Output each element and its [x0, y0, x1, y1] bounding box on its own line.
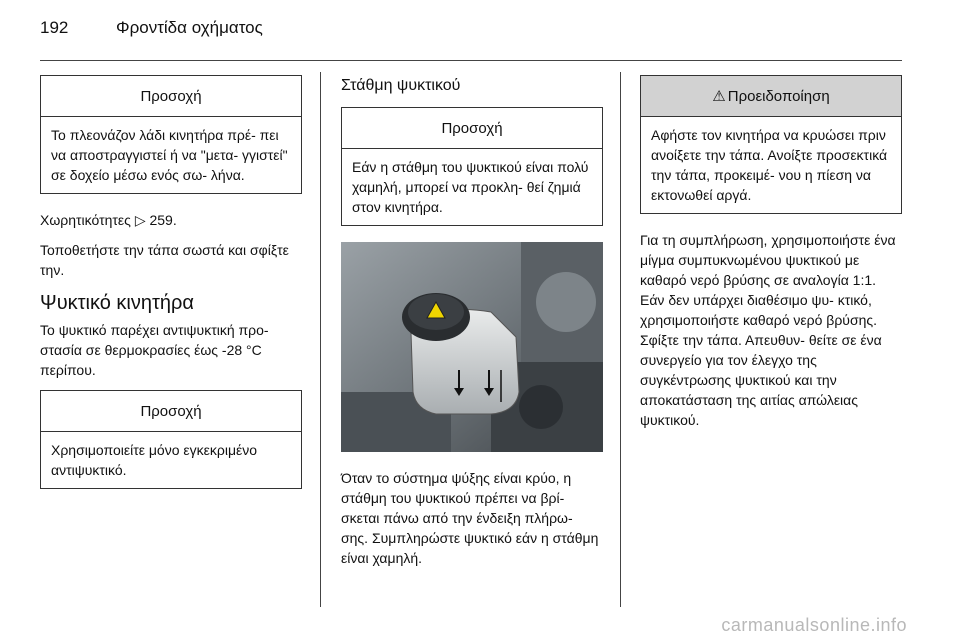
page-title: Φροντίδα οχήματος	[116, 18, 263, 37]
column-2	[341, 75, 603, 578]
warning-heading-label: Προειδοποίηση	[727, 87, 830, 105]
caution-heading: Προσοχή	[41, 391, 301, 432]
section-title: Ψυκτικό κινητήρα	[40, 292, 194, 314]
page-reference-arrow-icon: ▷	[134, 212, 146, 228]
caution-box	[40, 75, 302, 194]
watermark: carmanualsonline.info	[721, 615, 907, 635]
column-divider-1	[320, 72, 321, 607]
capacities-label: Χωρητικότητες	[40, 212, 131, 228]
column-1	[40, 75, 302, 505]
header-divider	[40, 60, 902, 61]
capacities-reference	[40, 210, 302, 230]
caution-heading: Προσοχή	[342, 108, 602, 149]
topup-text: Για τη συμπλήρωση, χρησιμοποιήστε ένα μίγμα συμπυκνωμένου ψυκτικού με καθαρό νερό βρύσης σε αναλογία 1:1. Εάν δεν υπάρχει διαθέσιμο ψυ- κτικό, χρησιμοποιήστε καθαρό νερό βρύσης. Σφίξτε την τάπα. Απευθυν- θείτε σε ένα συνεργείο για τον έλεγχο της συγκέντρωσης ψυκτικού και την αποκατάσταση της αιτίας απώλειας ψυκτικού.	[640, 232, 896, 428]
caution-text: Το πλεονάζον λάδι κινητήρα πρέ- πει να αποστραγγιστεί ή να "μετα- γγιστεί" σε δοχείο μέσω ενός σω- λήνα.	[51, 127, 288, 183]
column-divider-2	[620, 72, 621, 607]
coolant-level-text: Όταν το σύστημα ψύξης είναι κρύο, η στάθμη του ψυκτικού πρέπει να βρί- σκεται πάνω από την ένδειξη πλήρω- σης. Συμπληρώστε ψυκτικό εάν η στάθμη είναι χαμηλή.	[341, 470, 599, 566]
caution-heading: Προσοχή	[41, 76, 301, 117]
warning-heading	[641, 76, 901, 117]
capacities-link[interactable]: 259.	[149, 212, 177, 228]
refit-instruction: Τοποθετήστε την τάπα σωστά και σφίξτε την.	[40, 242, 289, 278]
coolant-reservoir-photo	[341, 242, 603, 452]
warning-box	[640, 75, 902, 214]
section-intro: Το ψυκτικό παρέχει αντιψυκτική προ- στασία σε θερμοκρασίες έως -28 °C περίπου.	[40, 322, 269, 378]
warning-text: Αφήστε τον κινητήρα να κρυώσει πριν ανοίξετε την τάπα. Ανοίξτε προσεκτικά την τάπα, προκειμέ- νου η πίεση να εκτονωθεί αργά.	[651, 127, 888, 203]
caution-text: Εάν η στάθμη του ψυκτικού είναι πολύ χαμηλή, μπορεί να προκλη- θεί ζημιά στον κινητήρα.	[352, 159, 589, 215]
subsection-title: Στάθμη ψυκτικού	[341, 77, 461, 94]
caution-box	[40, 390, 302, 489]
warning-triangle-icon: ⚠	[712, 88, 726, 105]
column-3	[640, 75, 902, 440]
page-number: 192	[40, 18, 69, 37]
caution-text: Χρησιμοποιείτε μόνο εγκεκριμένο αντιψυκτικό.	[51, 442, 258, 478]
caution-box	[341, 107, 603, 226]
